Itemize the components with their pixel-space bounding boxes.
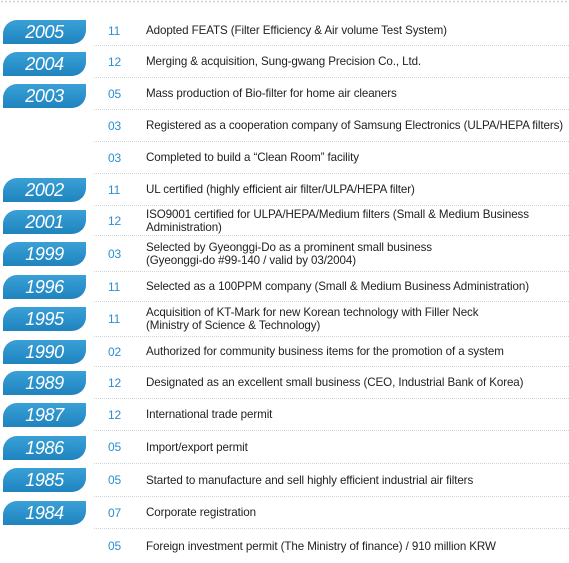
event-text: Selected by Gyeonggi-Do as a prominent small business (Gyeonggi-do #99-140 / valid by 03/2004) [146,240,432,267]
event-month: 05 [108,473,121,487]
event-text: Adopted FEATS (Filter Efficiency & Air volume Test System) [146,24,447,37]
event-text: Corporate registration [146,506,256,519]
event-month: 11 [108,23,121,38]
event-text: Mass production of Bio-filter for home air cleaners [146,87,397,100]
event-text: UL certified (highly efficient air filter/ULPA/HEPA filter) [146,183,415,196]
event-text: Started to manufacture and sell highly efficient industrial air filters [146,473,474,487]
event-month: 03 [108,150,121,165]
year-badge: 1987 [3,403,86,427]
event-month: 12 [108,54,121,69]
event-text: Foreign investment permit (The Ministry of finance) / 910 million KRW [146,539,496,553]
timeline-row [94,78,569,110]
year-badge: 1999 [3,242,86,266]
event-text: Selected as a 100PPM company (Small & Medium Business Administration) [146,280,529,293]
year-badge: 2001 [3,210,86,234]
timeline-row [94,46,569,78]
event-text: Merging & acquisition, Sung-gwang Precision Co., Ltd. [146,55,422,68]
year-badge: 1990 [3,340,86,364]
timeline-row [94,272,569,302]
year-badge: 2003 [3,84,86,108]
year-badge: 2005 [3,20,86,44]
timeline-row [94,206,569,236]
year-badge: 1995 [3,307,86,331]
event-month: 11 [108,182,121,197]
event-month: 12 [108,375,121,390]
timeline-row [94,464,569,497]
event-month: 05 [108,539,121,553]
timeline-row [94,236,569,272]
event-month: 03 [108,246,121,261]
event-text: ISO9001 certified for ULPA/HEPA/Medium filters (Small & Medium Business Administration) [146,207,529,234]
timeline-row [94,16,569,46]
year-badge: 1989 [3,371,86,395]
event-text: International trade permit [146,408,273,421]
event-month: 05 [108,440,121,454]
event-month: 12 [108,407,121,422]
year-badge: 1985 [3,468,86,492]
event-text: Registered as a cooperation company of Samsung Electronics (ULPA/HEPA filters) [146,119,564,132]
year-badge: 1986 [3,436,86,460]
year-badge: 1984 [3,501,86,525]
year-badge: 2002 [3,178,86,202]
event-month: 11 [108,312,121,326]
timeline-row [94,174,569,206]
timeline-row [94,302,569,337]
timeline-row [94,497,569,529]
event-text: Designated as an excellent small business (CEO, Industrial Bank of Korea) [146,376,524,389]
timeline-row [94,431,569,464]
year-badge: 2004 [3,52,86,76]
event-text: Acquisition of KT-Mark for new Korean technology with Filler Neck (Ministry of Science & Technology) [146,306,479,332]
event-month: 02 [108,344,121,359]
timeline-row [94,337,569,367]
event-text: Import/export permit [146,440,248,454]
event-month: 07 [108,505,121,520]
event-month: 11 [108,279,121,294]
timeline-row [94,399,569,431]
timeline-row [94,529,569,563]
year-badge: 1996 [3,275,86,299]
timeline-row [94,110,569,142]
event-text: Completed to build a “Clean Room” facility [146,151,359,164]
timeline-row [94,142,569,174]
event-month: 12 [108,213,121,228]
event-month: 03 [108,118,121,133]
event-month: 05 [108,86,121,101]
event-text: Authorized for community business items for the promotion of a system [146,345,504,358]
timeline-row [94,367,569,399]
